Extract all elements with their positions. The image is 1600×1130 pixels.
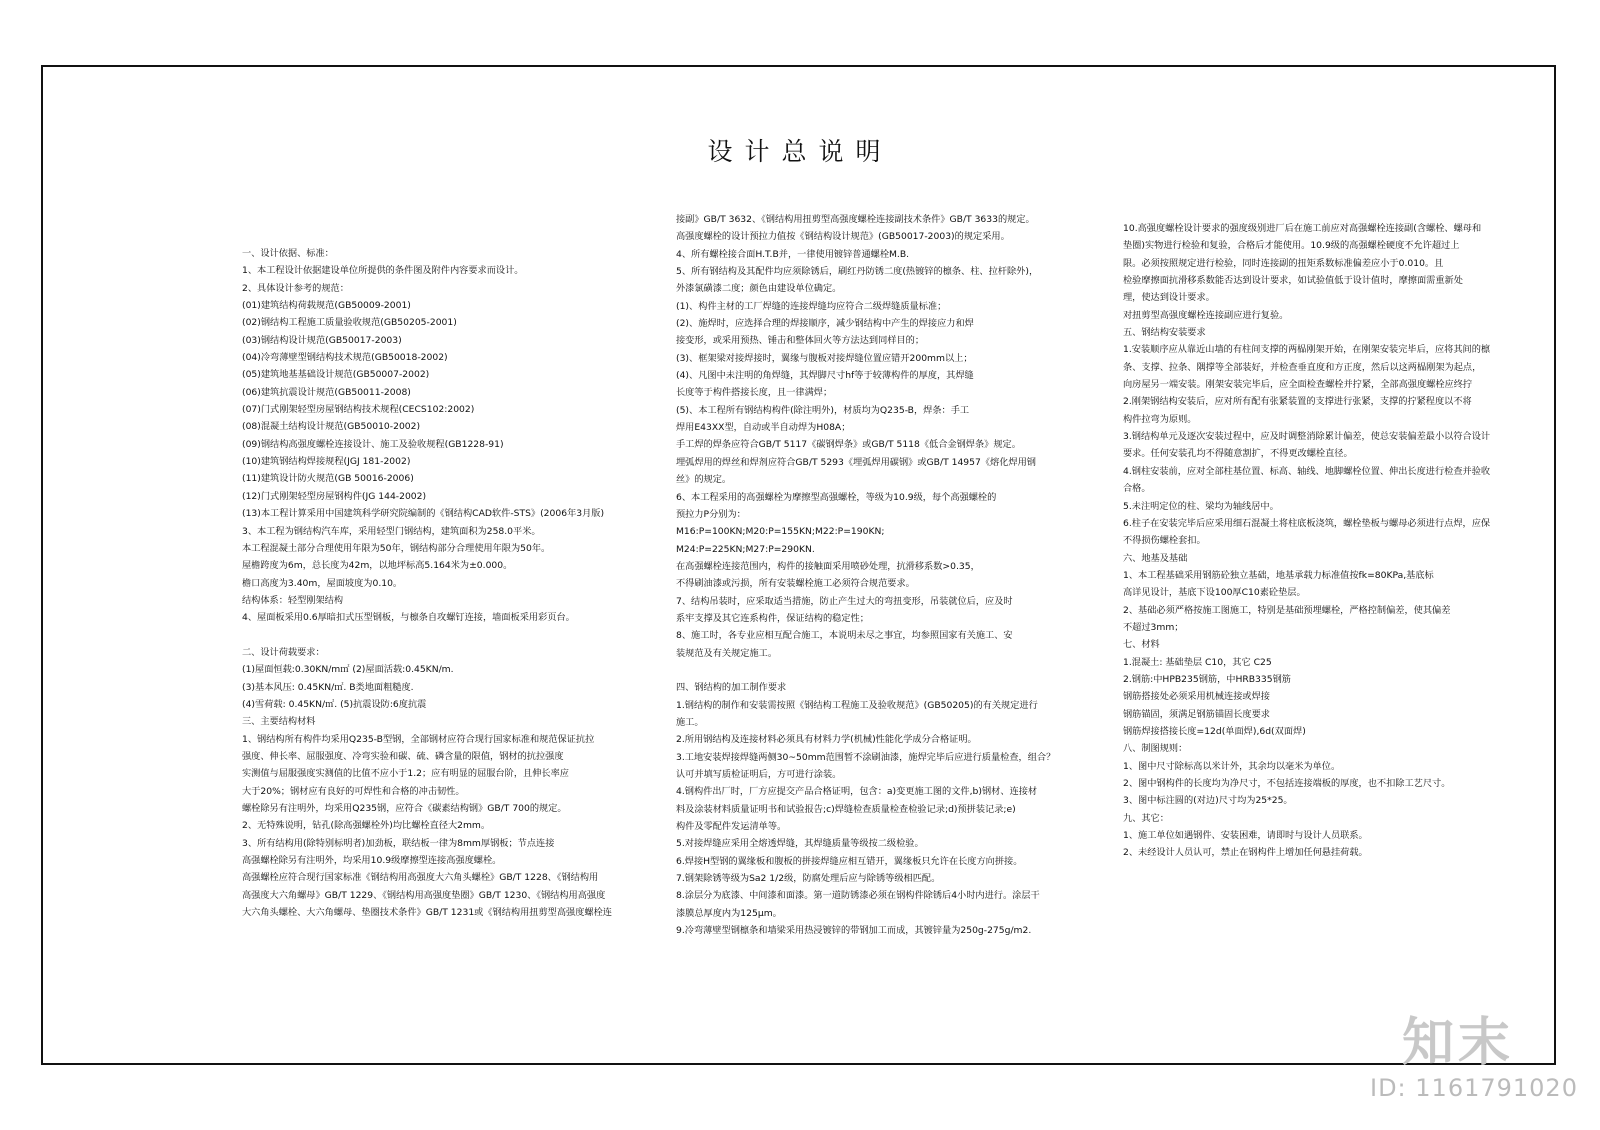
- note-line: 九、其它：: [1123, 812, 1169, 824]
- note-line: 2.钢筋:中HPB235钢筋，中HRB335钢筋: [1123, 673, 1291, 685]
- note-line: 埋弧焊用的焊丝和焊剂应符合GB/T 5293《埋弧焊用碳钢》或GB/T 14957《熔化焊用钢: [676, 456, 1036, 468]
- note-line: 3、本工程为钢结构汽车库，采用轻型门钢结构，建筑面积为258.0平米。: [242, 525, 541, 537]
- note-line: 理，使达到设计要求。: [1123, 292, 1215, 304]
- note-line: 构件及零配件发运清单等。: [676, 821, 787, 833]
- note-line: 5.未注明定位的柱、梁均为轴线居中。: [1123, 500, 1279, 512]
- note-line: 1、本工程设计依据建设单位所提供的条件图及附件内容要求而设计。: [242, 265, 524, 277]
- note-line: 不得损伤螺栓套扣。: [1123, 535, 1206, 547]
- note-line: 2、未经设计人员认可，禁止在钢构件上增加任何悬挂荷载。: [1123, 847, 1368, 859]
- watermark-id: ID: 1161791020: [1370, 1074, 1578, 1102]
- note-line: 对扭剪型高强度螺栓连接副应进行复验。: [1123, 309, 1289, 321]
- note-line: (05)建筑地基基础设计规范(GB50007-2002): [242, 369, 430, 381]
- note-line: 认可并填写质检证明后，方可进行涂装。: [676, 769, 842, 780]
- note-line: 4.钢构件出厂时，厂方应提交产品合格证明，包含：a)变更施工图的文件,b)钢材、连接材: [676, 786, 1038, 798]
- note-line: 钢筋搭接处必须采用机械连接或焊接: [1123, 691, 1270, 703]
- note-line: 五、钢结构安装要求: [1123, 327, 1206, 339]
- note-line: 条、支撑、拉条、隅撑等全部装好，并检查垂直度和方正度，然后以这两榀刚架为起点，: [1123, 361, 1482, 373]
- note-line: 外漆氯磺漆二度；颜色由建设单位确定。: [676, 283, 842, 295]
- note-line: (02)钢结构工程施工质量验收规范(GB50205-2001): [242, 317, 457, 329]
- note-line: 10.高强度螺栓设计要求的强度级别进厂后在施工前应对高强螺栓连接副(含螺栓、螺母和: [1123, 223, 1482, 234]
- note-line: (07)门式刚架轻型房屋钢结构技术规程(CECS102:2002): [242, 404, 475, 416]
- note-line: 3、图中标注圆的(对边)尺寸均为25*25。: [1123, 795, 1293, 807]
- note-line: (11)建筑设计防火规范(GB 50016-2006): [242, 473, 414, 485]
- note-line: 2、基础必须严格按施工图施工，特别是基础预埋螺栓，严格控制偏差，使其偏差: [1123, 604, 1451, 616]
- note-line: 8.涂层分为底漆、中间漆和面漆。第一道防锈漆必须在钢构件除锈后4小时内进行。涂层干: [676, 890, 1040, 902]
- note-line: 在高强螺栓连接范围内，构件的接触面采用喷砂处理，抗滑移系数>0.35，: [676, 560, 980, 572]
- note-line: 钢筋锚固，须满足钢筋锚固长度要求: [1123, 708, 1270, 720]
- note-line: 二、设计荷载要求：: [242, 646, 325, 658]
- document-title: 设计总说明: [707, 137, 893, 166]
- note-line: 4、屋面板采用0.6厚暗扣式压型钢板，与檩条自攻螺钉连接，墙面板采用彩页台。: [242, 612, 575, 624]
- note-line: (01)建筑结构荷载规范(GB50009-2001): [242, 300, 411, 312]
- note-line: (13)本工程计算采用中国建筑科学研究院编制的《钢结构CAD软件-STS》(2006年3月版): [242, 508, 605, 520]
- note-line: (1)、构件主材的工厂焊缝的连接焊缝均应符合二级焊缝质量标准；: [676, 300, 947, 312]
- note-line: 屋檐跨度为6m，总长度为42m，以地坪标高5.164米为±0.000。: [242, 560, 513, 572]
- note-line: 八、制图规则：: [1123, 743, 1188, 755]
- note-line: (4)雪荷载: 0.45KN/㎡. (5)抗震设防:6度抗震: [242, 698, 427, 710]
- note-line: 2.刚架钢结构安装后，应对所有配有张紧装置的支撑进行张紧，支撑的拧紧程度以不将: [1123, 396, 1472, 408]
- note-line: 6、本工程采用的高强螺栓为摩擦型高强螺栓，等级为10.9级，每个高强螺栓的: [676, 491, 997, 503]
- note-line: 一、设计依据、标准：: [242, 248, 334, 259]
- note-line: (10)建筑钢结构焊接规程(JGJ 181-2002): [242, 456, 411, 468]
- note-line: 要求。任何安装孔均不得随意割扩，不得更改螺栓直径。: [1123, 448, 1353, 460]
- note-line: M24:P=225KN;M27:P=290KN.: [676, 543, 815, 555]
- note-line: 檐口高度为3.40m，屋面坡度为0.10。: [242, 577, 403, 589]
- note-line: [242, 627, 612, 644]
- note-line: (2)、施焊时，应选择合理的焊接顺序，减少钢结构中产生的焊接应力和焊: [676, 318, 974, 330]
- note-line: (03)钢结构设计规范(GB50017-2003): [242, 334, 402, 346]
- note-line: 钢筋焊接搭接长度=12d(单面焊),6d(双面焊): [1123, 725, 1306, 737]
- notes-column-middle: [676, 211, 1055, 939]
- note-line: 系牢支撑及其它连系构件，保证结构的稳定性；: [676, 612, 869, 624]
- note-line: 1、图中尺寸除标高以米计外，其余均以毫米为单位。: [1123, 760, 1341, 772]
- note-line: 长度等于构件搭接长度，且一律满焊；: [676, 387, 833, 399]
- note-line: 4、所有螺栓接合面H.T.B并，一律使用镀锌普通螺栓M.B.: [676, 248, 910, 260]
- note-line: 构件拉弯为原则。: [1123, 413, 1197, 425]
- note-line: 3.工地安装焊接焊缝两侧30~50mm范围暂不涂刷油漆，施焊完毕后应进行质量检查，组合？: [676, 751, 1056, 763]
- note-line: 2、图中钢构件的长度均为净尺寸，不包括连接端板的厚度，也不扣除工艺尺寸。: [1123, 778, 1451, 789]
- note-line: 2、具体设计参考的规范：: [242, 282, 349, 294]
- note-line: 高强螺栓应符合现行国家标准《钢结构用高强度大六角头螺栓》GB/T 1228、《钢结构用: [242, 872, 599, 884]
- notes-column-right: [1123, 220, 1490, 862]
- note-line: 9.冷弯薄壁型钢檩条和墙梁采用热浸镀锌的带钢加工而成，其镀锌量为250g-275g/m2.: [676, 925, 1032, 937]
- note-line: 6.焊接H型钢的翼缘板和腹板的拼接焊缝应相互错开，翼缘板只允许在长度方向拼接。: [676, 855, 1023, 867]
- note-line: 1.安装顺序应从靠近山墙的有柱间支撑的两榀刚架开始，在刚架安装完毕后，应将其间的檩: [1123, 344, 1491, 356]
- note-line: [676, 662, 1055, 679]
- note-line: 三、主要结构材料: [242, 716, 316, 728]
- note-line: (04)冷弯薄壁型钢结构技术规范(GB50018-2002): [242, 352, 448, 364]
- note-line: 漆膜总厚度内为125μm。: [676, 907, 782, 919]
- note-line: 2、无特殊说明，钻孔(除高强螺栓外)均比螺栓直径大2mm。: [242, 820, 491, 832]
- note-line: 垫圈)实物进行检验和复验，合格后才能使用。10.9级的高强螺栓硬度不允许超过上: [1123, 240, 1460, 252]
- notes-column-left: [242, 245, 612, 921]
- note-line: 丝》的规定。: [676, 474, 732, 486]
- note-line: 1、本工程基础采用钢筋砼独立基础，地基承载力标准值按fk=80KPa,基底标: [1123, 569, 1434, 581]
- note-line: 焊用E43XX型，自动或半自动焊为H08A；: [676, 422, 851, 434]
- note-line: M16:P=100KN;M20:P=155KN;M22:P=190KN;: [676, 526, 885, 538]
- note-line: (09)钢结构高强度螺栓连接设计、施工及验收规程(GB1228-91): [242, 438, 504, 450]
- note-line: 检验摩擦面抗滑移系数能否达到设计要求，如试验值低于设计值时，摩擦面需重新处: [1123, 275, 1463, 287]
- note-line: 5.对接焊缝应采用全熔透焊缝，其焊缝质量等级按二级检验。: [676, 838, 924, 850]
- note-line: 高详见设计，基底下设100厚C10素砼垫层。: [1123, 587, 1306, 599]
- note-line: 高强度螺栓的设计预拉力值按《钢结构设计规范》(GB50017-2003)的规定采用。: [676, 231, 1010, 243]
- note-line: (06)建筑抗震设计规范(GB50011-2008): [242, 386, 411, 398]
- note-line: 四、钢结构的加工制作要求: [676, 682, 787, 694]
- note-line: 实测值与屈服强度实测值的比值不应小于1.2；应有明显的屈服台阶，且伸长率应: [242, 768, 569, 780]
- note-line: 1、钢结构所有构件均采用Q235-B型钢，全部钢材应符合现行国家标准和规范保证抗拉: [242, 733, 595, 745]
- note-line: 大六角头螺栓、大六角螺母、垫圈技术条件》GB/T 1231或《钢结构用扭剪型高强度螺栓连: [242, 907, 612, 919]
- note-line: 1.钢结构的制作和安装需按照《钢结构工程施工及验收规范》(GB50205)的有关规定进行: [676, 699, 1038, 711]
- note-line: (5)、本工程所有钢结构构件(除注明外)，材质均为Q235-B，焊条：手工: [676, 404, 970, 416]
- note-line: 结构体系：轻型刚架结构: [242, 594, 344, 606]
- note-line: 不得刷油漆或污损，所有安装螺栓施工必须符合规范要求。: [676, 578, 915, 590]
- note-line: (3)、框架梁对接焊接时，翼缘与腹板对接焊缝位置应错开200mm以上；: [676, 352, 973, 364]
- note-line: 7.钢架除锈等级为Sa2 1/2级，防腐处理后应与除锈等级相匹配。: [676, 873, 941, 885]
- note-line: 2.所用钢结构及连接材料必须具有材料力学(机械)性能化学成分合格证明。: [676, 734, 977, 746]
- note-line: 高强度大六角螺母》GB/T 1229、《钢结构用高强度垫圈》GB/T 1230、《钢结构用高强度: [242, 889, 606, 901]
- note-line: 不超过3mm；: [1123, 621, 1184, 633]
- note-line: 3.钢结构单元及逐次安装过程中，应及时调整消除累计偏差，使总安装偏差最小以符合设计: [1123, 431, 1491, 443]
- note-line: (08)混凝土结构设计规范(GB50010-2002): [242, 421, 421, 433]
- note-line: 合格。: [1123, 483, 1151, 495]
- note-line: (12)门式刚架轻型房屋钢构件(JG 144-2002): [242, 490, 427, 502]
- note-line: 施工。: [676, 716, 704, 728]
- note-line: 接副》GB/T 3632、《钢结构用扭剪型高强度螺栓连接副技术条件》GB/T 3633的规定。: [676, 214, 1035, 225]
- note-line: 螺栓除另有注明外，均采用Q235钢，应符合《碳素结构钢》GB/T 700的规定。: [242, 803, 567, 814]
- note-line: 接变形，或采用预热、锤击和整体回火等方法达到同样目的；: [676, 335, 925, 347]
- note-line: 七、材料: [1123, 639, 1160, 651]
- note-line: 1、施工单位如遇钢件、安装困难，请即时与设计人员联系。: [1123, 830, 1368, 842]
- note-line: 料及涂装材料质量证明书和试验报告;c)焊缝检查质量检查检验记录;d)预拼装记录;e): [676, 803, 1016, 815]
- note-line: 限。必须按照规定进行检验，同时连接副的扭矩系数标准偏差应小于0.010。且: [1123, 257, 1444, 269]
- note-line: 强度、伸长率、屈服强度、冷弯实验和碳、硫、磷含量的限值，钢材的抗拉强度: [242, 750, 564, 762]
- note-line: 1.混凝土: 基础垫层 C10，其它 C25: [1123, 656, 1272, 668]
- note-line: 4.钢柱安装前，应对全部柱基位置、标高、轴线、地脚螺栓位置、伸出长度进行检查并验收: [1123, 465, 1491, 477]
- note-line: 8、施工时，各专业应相互配合施工，本说明未尽之事宜，均参照国家有关施工、安: [676, 630, 1013, 642]
- note-line: (3)基本风压: 0.45KN/㎡. B类地面粗糙度.: [242, 681, 414, 693]
- note-line: 手工焊的焊条应符合GB/T 5117《碳钢焊条》或GB/T 5118《低合金钢焊条》规定。: [676, 439, 1021, 451]
- note-line: 3、所有结构用(除特别标明者)加劲板，联结板一律为8mm厚钢板；节点连接: [242, 837, 555, 849]
- note-line: 装规范及有关规定施工。: [676, 647, 778, 659]
- note-line: 大于20%；钢材应有良好的可焊性和合格的冲击韧性。: [242, 785, 465, 797]
- watermark-logo: 知末: [1402, 1013, 1515, 1073]
- note-line: 六、地基及基础: [1123, 552, 1188, 564]
- note-line: 6.柱子在安装完毕后应采用细石混凝土将柱底板浇筑，螺栓垫板与螺母必须进行点焊，应保: [1123, 517, 1491, 529]
- note-line: (4)、凡图中未注明的角焊缝，其焊脚尺寸hf等于较薄构件的厚度，其焊缝: [676, 370, 974, 382]
- note-line: 5、所有钢结构及其配件均应须除锈后，刷红丹防锈二度(热镀锌的檩条、柱、拉杆除外)，: [676, 266, 1039, 278]
- note-line: 预拉力P分别为：: [676, 508, 746, 520]
- note-line: 高强螺栓除另有注明外，均采用10.9级摩擦型连接高强度螺栓。: [242, 855, 502, 867]
- note-line: 向房屋另一端安装。刚架安装完毕后，应全面检查螺栓并拧紧，全部高强度螺栓应终拧: [1123, 379, 1473, 391]
- note-line: 7、结构吊装时，应采取适当措施，防止产生过大的弯扭变形，吊装就位后，应及时: [676, 595, 1013, 607]
- note-line: (1)屋面恒载:0.30KN/m㎡ (2)屋面活载:0.45KN/m.: [242, 664, 454, 676]
- note-line: 本工程混凝土部分合理使用年限为50年，钢结构部分合理使用年限为50年。: [242, 542, 551, 554]
